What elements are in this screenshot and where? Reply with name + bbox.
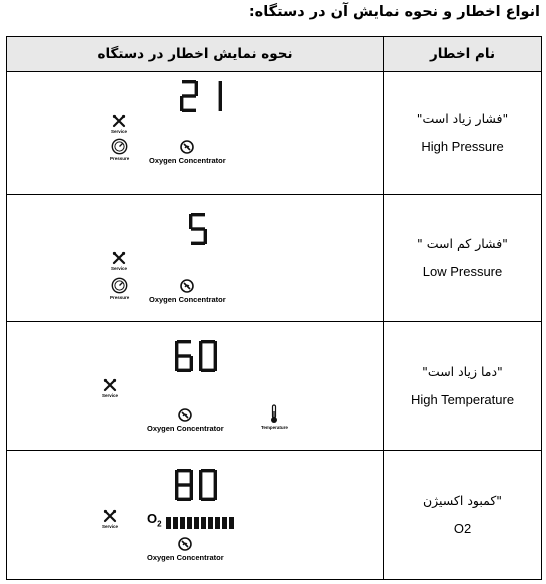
alarm-name-en: High Temperature bbox=[410, 392, 515, 407]
alarm-name-cell bbox=[384, 195, 542, 322]
o2-bar-segment bbox=[173, 517, 178, 529]
o2-symbol: $O_2$ bbox=[147, 511, 162, 529]
device-display-panel bbox=[7, 451, 383, 579]
oxygen-concentrator-icon bbox=[180, 279, 194, 293]
oxygen-concentrator-label: Oxygen Concentrator bbox=[149, 295, 226, 304]
display-cell bbox=[7, 195, 384, 322]
oxygen-concentrator-icon bbox=[178, 537, 192, 551]
alarm-name-cell bbox=[384, 451, 542, 580]
alarm-name-cell bbox=[384, 72, 542, 195]
lcd-code bbox=[175, 469, 217, 501]
lcd-code bbox=[175, 340, 217, 372]
o2-bar-segment bbox=[215, 517, 220, 529]
oxygen-concentrator-indicator bbox=[149, 279, 226, 304]
oxygen-concentrator-icon bbox=[180, 140, 194, 154]
pressure-label: Pressure bbox=[110, 156, 130, 161]
thermometer-icon bbox=[261, 404, 288, 430]
service-label: Service bbox=[102, 393, 119, 398]
temperature-label: Temperature bbox=[261, 425, 288, 430]
pressure-gauge-icon bbox=[110, 138, 129, 161]
oxygen-concentrator-indicator bbox=[149, 140, 226, 165]
service-wrench-icon bbox=[111, 114, 127, 134]
device-display-panel bbox=[7, 72, 383, 194]
alarm-name-en: O2 bbox=[453, 521, 472, 536]
display-cell bbox=[7, 72, 384, 195]
o2-level-indicator bbox=[147, 511, 234, 529]
header-display: نحوه نمایش اخطار در دستگاه bbox=[7, 37, 384, 72]
alarm-name-en: Low Pressure bbox=[422, 264, 503, 279]
section-title: انواع اخطار و نحوه نمایش آن در دستگاه: bbox=[248, 4, 540, 20]
service-label: Service bbox=[111, 129, 128, 134]
display-cell bbox=[7, 451, 384, 580]
device-display-panel bbox=[7, 195, 383, 321]
table-row bbox=[7, 195, 542, 322]
oxygen-concentrator-label: Oxygen Concentrator bbox=[147, 553, 224, 562]
o2-bar-segment bbox=[166, 517, 171, 529]
table-header-row bbox=[7, 37, 542, 72]
o2-bar-segment bbox=[180, 517, 185, 529]
table-row bbox=[7, 322, 542, 451]
alarm-name-en: High Pressure bbox=[421, 139, 504, 154]
display-cell bbox=[7, 322, 384, 451]
oxygen-concentrator-icon bbox=[178, 408, 192, 422]
o2-bar-segment bbox=[208, 517, 213, 529]
pressure-label: Pressure bbox=[110, 295, 130, 300]
lcd-code bbox=[180, 80, 222, 112]
o2-bar-segment bbox=[194, 517, 199, 529]
o2-bar-graph bbox=[166, 517, 234, 529]
alarm-table bbox=[6, 36, 542, 580]
o2-bar-segment bbox=[222, 517, 227, 529]
service-label: Service bbox=[111, 266, 128, 271]
oxygen-concentrator-indicator bbox=[147, 537, 224, 562]
header-name: نام اخطار bbox=[384, 37, 542, 72]
service-wrench-icon bbox=[102, 509, 118, 529]
service-wrench-icon bbox=[102, 378, 118, 398]
alarm-name-fa: "فشار کم است " bbox=[417, 236, 508, 251]
service-wrench-icon bbox=[111, 251, 127, 271]
table-row bbox=[7, 451, 542, 580]
pressure-gauge-icon bbox=[110, 277, 129, 300]
lcd-code bbox=[189, 213, 207, 245]
o2-bar-segment bbox=[201, 517, 206, 529]
device-display-panel bbox=[7, 322, 383, 450]
o2-bar-segment bbox=[229, 517, 234, 529]
alarm-name-cell bbox=[384, 322, 542, 451]
service-label: Service bbox=[102, 524, 119, 529]
oxygen-concentrator-indicator bbox=[147, 408, 224, 433]
oxygen-concentrator-label: Oxygen Concentrator bbox=[149, 156, 226, 165]
alarm-name-fa: "دما زیاد است" bbox=[422, 364, 503, 379]
table-row bbox=[7, 72, 542, 195]
oxygen-concentrator-label: Oxygen Concentrator bbox=[147, 424, 224, 433]
o2-bar-segment bbox=[187, 517, 192, 529]
alarm-name-fa: "کمبود اکسیژن bbox=[422, 493, 503, 508]
alarm-name-fa: "فشار زیاد است" bbox=[416, 111, 509, 126]
